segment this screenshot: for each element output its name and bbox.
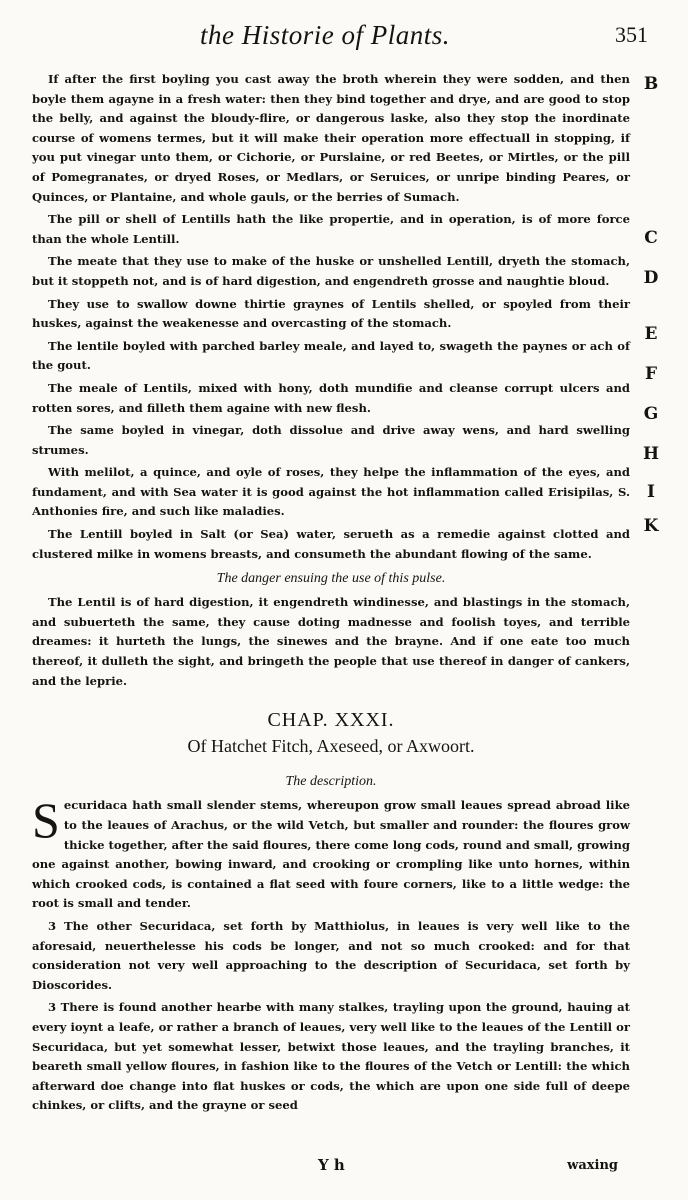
- running-head: [0, 20, 688, 64]
- chapter-title: Of Hatchet Fitch, Axeseed, or Axwoort.: [187, 735, 475, 756]
- running-title: the Historie of Plants.: [200, 20, 450, 50]
- description-paragraph: [32, 792, 630, 914]
- description-paragraph: 3 The other Securidaca, set forth by Matthiolus, in leaues is very well like to the aforesaid, neuerthelesse his cods be longer, and not so much crooked: and for that consideration not very well approaching to the description of Securidaca, set forth by Dioscorides.: [32, 918, 630, 992]
- signature-mark: Y h: [318, 1156, 345, 1174]
- margin-letter-d: D: [643, 268, 659, 288]
- margin-letters: [636, 70, 676, 540]
- main-text: [32, 70, 630, 1119]
- catchword: waxing: [567, 1158, 618, 1173]
- margin-letter-k: K: [643, 516, 659, 536]
- page-footer: [0, 1150, 688, 1190]
- page-number: 351: [615, 22, 648, 47]
- margin-letter-c: C: [644, 228, 658, 248]
- description-text: ecuridaca hath small slender stems, whereupon grow small leaues spread abroad like to the leaues of Arachus, or the wild Vetch, but smaller and rounder: the floures grow thicke together, after the said floures, there come long cods, round and small, growing one against another, bowing inward, and crooking or crompling like unto hornes, within which crooked cods, is contained a flat seed with foure corners, like to a little wedge: the root is small and tender.: [32, 798, 630, 911]
- paragraph: The meate that they use to make of the huske or unshelled Lentill, dryeth the stomach, but it stoppeth not, and is of hard digestion, and engendreth grosse and naughtie bloud.: [32, 254, 630, 288]
- paragraph: The lentile boyled with parched barley meale, and layed to, swageth the paynes or ach of the gout.: [32, 338, 630, 373]
- drop-cap: S: [32, 792, 60, 849]
- paragraph: They use to swallow downe thirtie graynes of Lentils shelled, or spoyled from their huskes, against the weakenesse and overcasting of the stomach.: [32, 296, 630, 331]
- margin-letter-f: F: [644, 364, 658, 384]
- paragraph: The same boyled in vinegar, doth dissolue and drive away wens, and hard swelling strumes.: [32, 423, 630, 457]
- paragraph: The pill or shell of Lentills hath the like propertie, and in operation, is of more force than the whole Lentill.: [32, 212, 630, 246]
- margin-letter-b: B: [643, 74, 659, 94]
- margin-letter-h: H: [642, 444, 660, 464]
- paragraph: The meale of Lentils, mixed with hony, doth mundifie and cleanse corrupt ulcers and rotten sores, and filleth them againe with new flesh.: [32, 380, 630, 415]
- paragraph: The Lentill boyled in Salt (or Sea) water, serueth as a remedie against clotted and clustered milke in womens breasts, and consumeth the abundant flowing of the same.: [32, 527, 630, 561]
- danger-paragraph: The Lentil is of hard digestion, it engendreth windinesse, and blastings in the stomach, and subuerteth the same, they cause doting madnesse and foolish toyes, and terrible dreames: it hurteth the lungs, the sinewes and the brayne. And if one eate too much thereof, it dulleth the sight, and bringeth the people that use thereof in danger of cankers, and the leprie.: [32, 595, 630, 688]
- description-heading: The description.: [285, 774, 377, 790]
- margin-letter-g: G: [643, 404, 659, 424]
- chapter-heading: CHAP. XXXI.: [267, 709, 395, 732]
- description-paragraph: 3 There is found another hearbe with many stalkes, trayling upon the ground, hauing at every ioynt a leafe, or rather a branch of leaues, very well like to the leaues of the Lentill or Securidaca, but yet somewhat lesser, betwixt those leaues, and the trayling branches, it beareth small yellow floures, in fashion like to the floures of the Vetch or Lentill: the which afterward doe change into flat huskes or cods, the which are upon one side full of deepe chinkes, or clifts, and the grayne or seed: [32, 1000, 630, 1113]
- margin-letter-e: E: [644, 324, 658, 344]
- margin-letter-i: I: [647, 482, 655, 502]
- paragraph: With melilot, a quince, and oyle of roses, they helpe the inflammation of the eyes, and fundament, and with Sea water it is good against the hot inflammation called Erisipilas, S. Anthonies fire, and such like maladies.: [32, 465, 630, 519]
- paragraph: If after the first boyling you cast away the broth wherein they were sodden, and then boyle them agayne in a fresh water: then they bind together and drye, and are good to stop the belly, and against the bloudy-flire, or dangerous laske, also they stop the inordinate course of womens termes, but it will make their operation more effectuall in stopping, if you put vinegar unto them, or Cichorie, or Purslaine, or red Beetes, or Mirtles, or the pill of Pomegranates, or dryed Roses, or Medlars, or Seruices, or unripe binding Peares, or Quinces, or Plantaine, and whole gauls, or the berries of Sumach.: [32, 72, 630, 204]
- danger-heading: The danger ensuing the use of this pulse.: [216, 571, 446, 587]
